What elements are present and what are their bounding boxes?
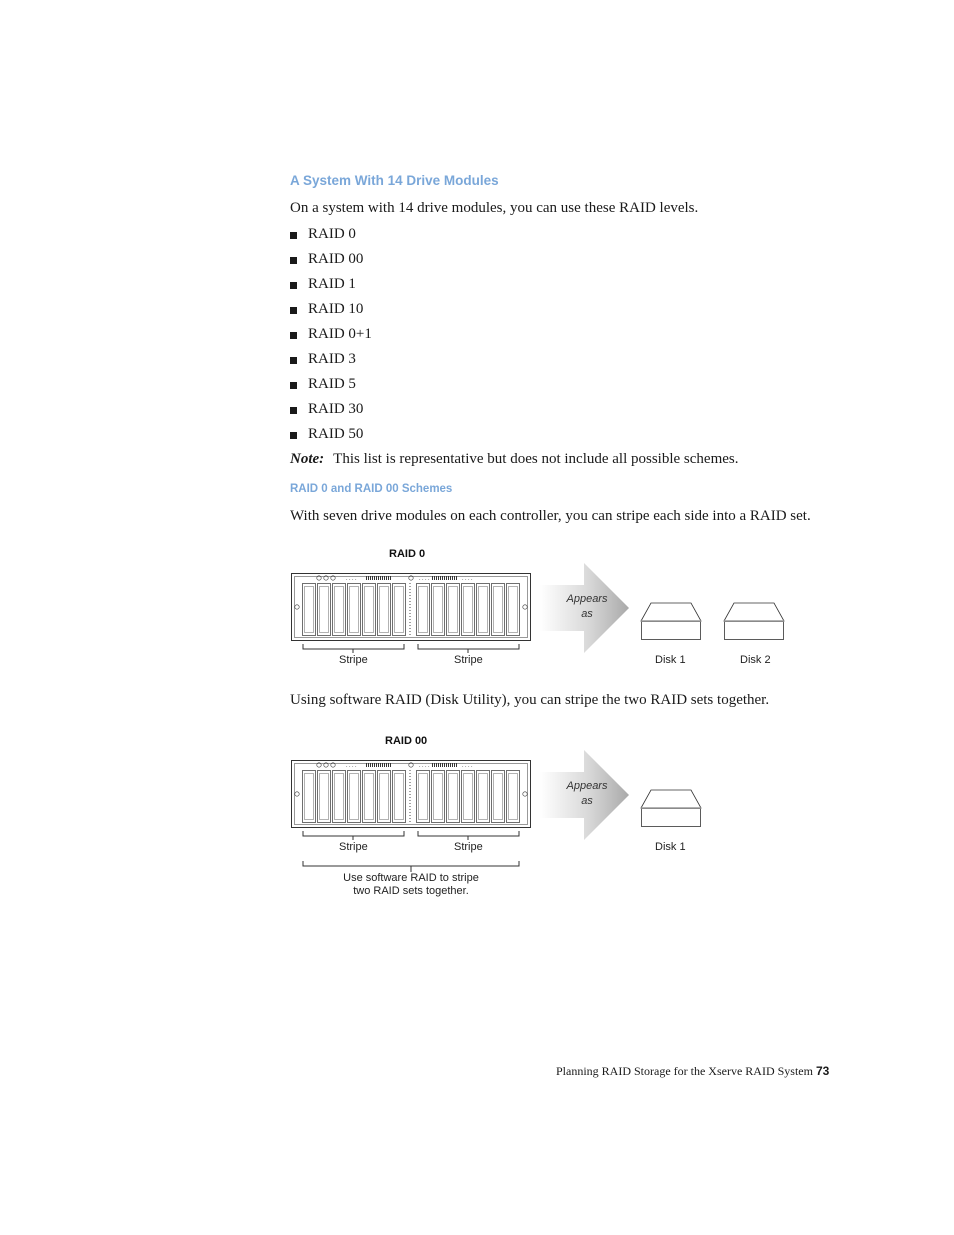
svg-text:. . . .: . . . . xyxy=(462,763,473,769)
bullet-icon xyxy=(290,257,297,264)
bullet-icon xyxy=(290,432,297,439)
disk-2-icon xyxy=(721,600,787,642)
stripe-brackets-1 xyxy=(300,642,524,654)
paragraph-software-raid: Using software RAID (Disk Utility), you can stripe the two RAID sets together. xyxy=(290,692,770,708)
disk-1-icon xyxy=(638,787,704,829)
raid00-title: RAID 00 xyxy=(385,735,428,747)
page-number: 73 xyxy=(816,1064,830,1078)
stripe-label-left: Stripe xyxy=(339,654,368,666)
appears-as-label: Appears as xyxy=(566,593,608,620)
disk-1-icon xyxy=(638,600,704,642)
disk-1-label: Disk 1 xyxy=(655,654,686,666)
software-raid-caption: Use software RAID to stripe two RAID sets together. xyxy=(343,872,479,897)
bullet-icon xyxy=(290,357,297,364)
footer-text: Planning RAID Storage for the Xserve RAID System xyxy=(556,1064,813,1078)
bullet-icon xyxy=(290,232,297,239)
stripe-label-left: Stripe xyxy=(339,841,368,853)
svg-text:. . . .: . . . . xyxy=(346,763,357,769)
stripe-brackets-2 xyxy=(300,829,524,841)
xserve-raid-unit-2 xyxy=(290,757,534,831)
raid0-title: RAID 0 xyxy=(389,548,426,560)
appears-as-label: Appears as xyxy=(566,780,608,807)
note xyxy=(290,451,739,468)
note-text: This list is representative but does not include all possible schemes. xyxy=(333,451,739,467)
stripe-label-right: Stripe xyxy=(454,654,483,666)
svg-text:. . . .: . . . . xyxy=(419,576,430,582)
bullet-icon xyxy=(290,282,297,289)
xserve-raid-unit-1 xyxy=(290,570,534,644)
subheading: RAID 0 and RAID 00 Schemes xyxy=(290,483,453,495)
svg-text:. . . .: . . . . xyxy=(346,576,357,582)
bullet-icon xyxy=(290,407,297,414)
disk-2-label: Disk 2 xyxy=(740,654,771,666)
section-heading: A System With 14 Drive Modules xyxy=(290,173,499,188)
paragraph-stripe-sides: With seven drive modules on each controller, you can stripe each side into a RAID set. xyxy=(290,508,811,524)
bullet-icon xyxy=(290,382,297,389)
software-raid-bracket xyxy=(300,859,524,873)
svg-text:. . . .: . . . . xyxy=(462,576,473,582)
disk-1-label: Disk 1 xyxy=(655,841,686,853)
bullet-icon xyxy=(290,332,297,339)
bullet-icon xyxy=(290,307,297,314)
stripe-label-right: Stripe xyxy=(454,841,483,853)
intro-paragraph: On a system with 14 drive modules, you can use these RAID levels. xyxy=(290,200,699,216)
note-label: Note: xyxy=(290,451,325,467)
svg-text:. . . .: . . . . xyxy=(419,763,430,769)
